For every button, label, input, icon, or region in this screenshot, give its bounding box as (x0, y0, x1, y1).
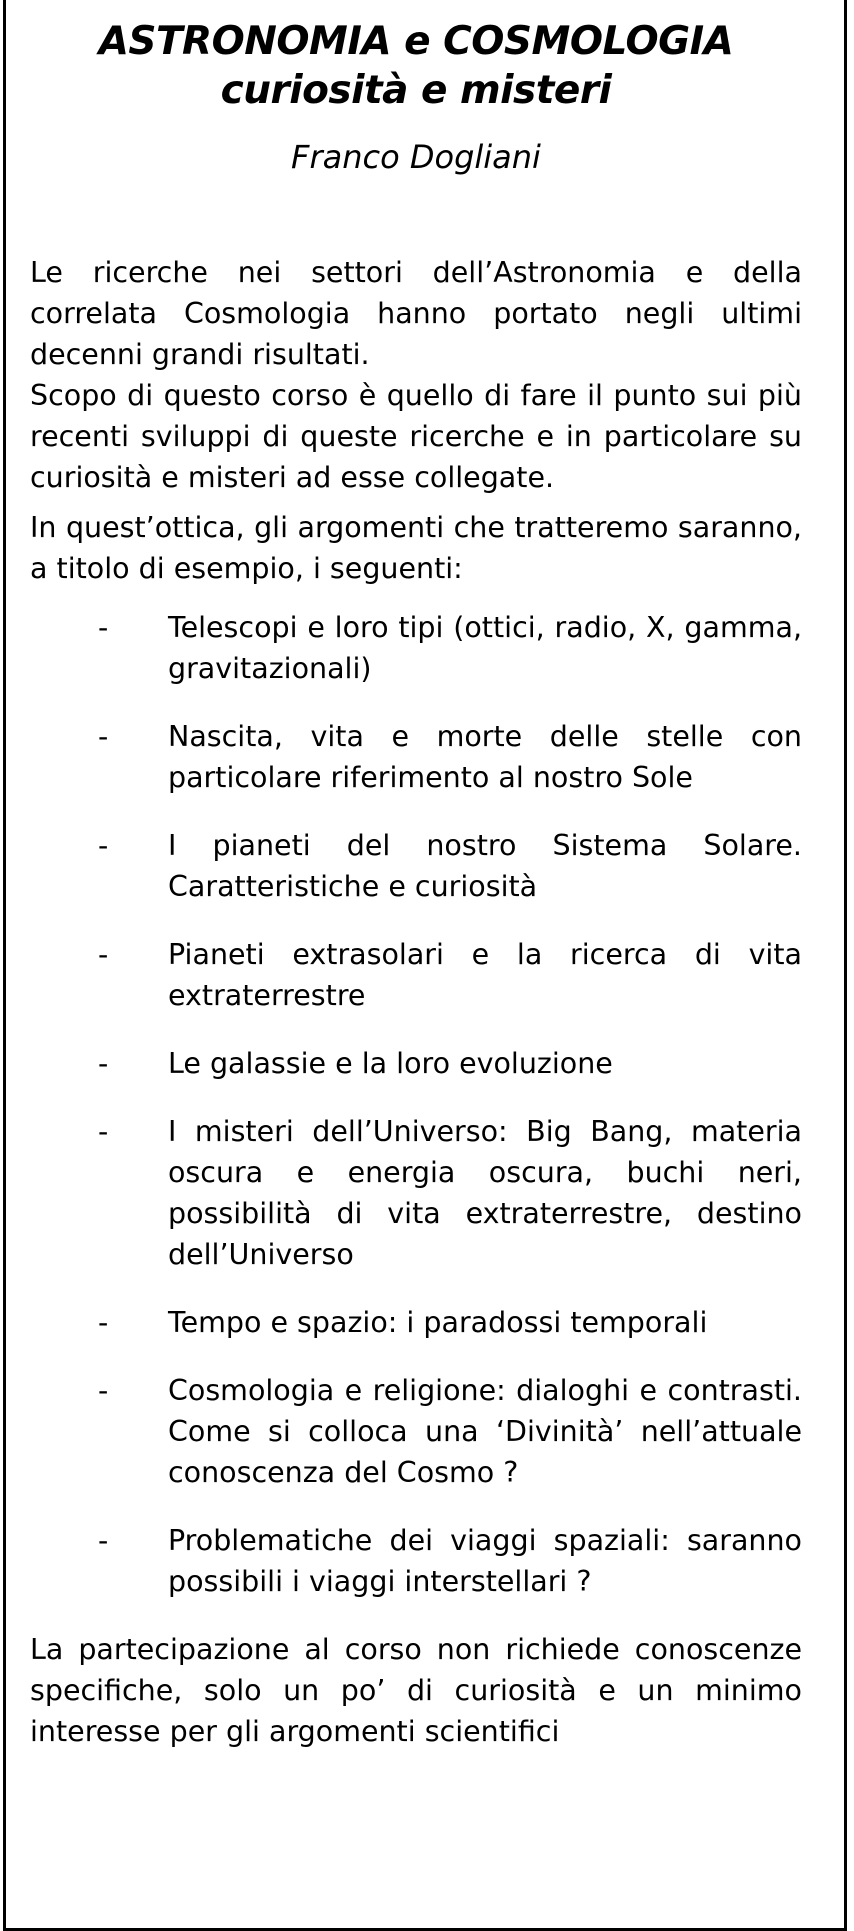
list-item-text: I pianeti del nostro Sistema Solare. Caratteristiche e curiosità (168, 829, 802, 903)
title-line-1: ASTRONOMIA e COSMOLOGIA (98, 19, 734, 64)
list-item (30, 1370, 802, 1493)
list-bullet: - (98, 611, 109, 644)
list-item-text: Nascita, vita e morte delle stelle con particolare riferimento al nostro Sole (168, 720, 802, 794)
list-item-text: I misteri dell’Universo: Big Bang, materia oscura e energia oscura, buchi neri, possibilità di vita extraterrestre, destino dell’Universo (168, 1115, 802, 1271)
topics-list (30, 607, 802, 1602)
list-item (30, 934, 802, 1016)
closing-paragraph: La partecipazione al corso non richiede conoscenze specifiche, solo un po’ di curiosità e un minimo interesse per gli argomenti scientifici (30, 1633, 802, 1748)
title-line-2: curiosità e misteri (220, 68, 612, 113)
list-bullet: - (98, 1115, 109, 1148)
list-bullet: - (98, 1374, 109, 1407)
list-item (30, 1302, 802, 1343)
list-bullet: - (98, 829, 109, 862)
list-item-text: Le galassie e la loro evoluzione (168, 1047, 613, 1080)
document-page (3, 0, 847, 1931)
list-bullet: - (98, 938, 109, 971)
list-item (30, 716, 802, 798)
list-bullet: - (98, 720, 109, 753)
list-item (30, 607, 802, 689)
intro-paragraph-1 (30, 252, 802, 498)
list-item-text: Cosmologia e religione: dialoghi e contrasti. Come si colloca una ‘Divinità’ nell’attuale conoscenza del Cosmo ? (168, 1374, 802, 1489)
list-item (30, 1111, 802, 1275)
list-bullet: - (98, 1047, 109, 1080)
intro-paragraph-2-text: Scopo di questo corso è quello di fare il punto sui più recenti sviluppi di queste ricerche e in particolare su curiosità e misteri ad esse collegate. (30, 379, 802, 494)
list-item-text: Tempo e spazio: i paradossi temporali (168, 1306, 708, 1339)
list-item (30, 1043, 802, 1084)
author-name: Franco Dogliani (291, 138, 541, 176)
intro-paragraph-1-text: Le ricerche nei settori dell’Astronomia e della correlata Cosmologia hanno portato negli ultimi decenni grandi risultati. (30, 256, 802, 371)
list-item-text: Pianeti extrasolari e la ricerca di vita extraterrestre (168, 938, 802, 1012)
list-item (30, 1520, 802, 1602)
list-item (30, 825, 802, 907)
document-content (30, 0, 802, 1752)
list-bullet: - (98, 1524, 109, 1557)
intro-paragraph-3: In quest’ottica, gli argomenti che tratteremo saranno, a titolo di esempio, i seguenti: (30, 511, 802, 585)
list-bullet: - (98, 1306, 109, 1339)
document-title (30, 17, 802, 115)
list-item-text: Telescopi e loro tipi (ottici, radio, X, gamma, gravitazionali) (168, 611, 802, 685)
list-item-text: Problematiche dei viaggi spaziali: saranno possibili i viaggi interstellari ? (168, 1524, 802, 1598)
